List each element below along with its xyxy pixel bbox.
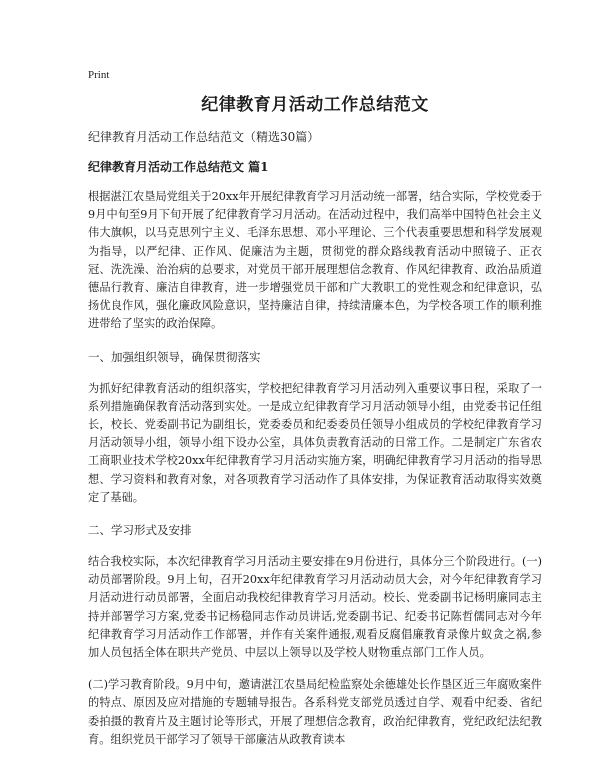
body-paragraph: 结合我校实际，本次纪律教育学习月活动主要安排在9月份进行，具体分三个阶段进行。(一)动员部署阶段。9月上旬，召开20xx年纪律教育学习月活动动员大会，对今年纪律教育学习月活动进行动员部署，全面启动我校纪律教育学习月活动。校长、党委副书记杨明廉同志主持并部署学习方案,党委书记杨稳同志作动员讲话,党委副书记、纪委书记陈哲儒同志对今年纪律教育学习月活动作工作部署，并作有关案件通报,观看反腐倡廉教育录像片蚁贪之祸,参加人员包括全体在职共产党员、中层以上领导以及学校人财物重点部门工作人员。	[88, 555, 542, 660]
body-paragraph: 为抓好纪律教育活动的组织落实，学校把纪律教育学习月活动列入重要议事日程，采取了一系列措施确保教育活动落到实处。一是成立纪律教育学习月活动领导小组，由党委书记任组长，校长、党委副书记为副组长，党委委员和纪委委员任领导小组成员的学校纪律教育学习月活动领导小组，领导小组下设办公室，具体负责教育活动的日常工作。二是制定广东省农工商职业技术学校20xx年纪律教育学习月活动实施方案，明确纪律教育学习月活动的指导思想、学习资料和教育对象，对各项教育学习活动作了具体安排，为保证教育活动取得实效奠定了基础。	[88, 381, 542, 504]
section-heading: 二、学习形式及安排	[88, 523, 192, 538]
body-paragraph: (二)学习教育阶段。9月中旬，邀请湛江农垦局纪检监察处余德雄处长作垦区近三年腐败案件的特点、原因及应对措施的专题辅导报告。各系科党支部党员透过自学、观看中纪委、省纪委拍摄的教育片及主题讨论等形式，开展了理想信念教育，政治纪律教育，党纪政纪法纪教育。组织党员干部学习了领导干部廉洁从政教育读本	[88, 678, 542, 746]
document-title: 纪律教育月活动工作总结范文	[201, 95, 429, 115]
section-title: 纪律教育月活动工作总结范文 篇1	[88, 160, 269, 174]
document-subtitle: 纪律教育月活动工作总结范文（精选30篇）	[88, 130, 320, 144]
section-heading: 一、加强组织领导，确保贯彻落实	[88, 349, 261, 364]
print-link[interactable]: Print	[88, 69, 110, 81]
body-paragraph: 根据湛江农垦局党组关于20xx年开展纪律教育学习月活动统一部署，结合实际，学校党委于9月中旬至9月下旬开展了纪律教育学习月活动。在活动过程中，我们高举中国特色社会主义伟大旗帜，以马克思列宁主义、毛泽东思想、邓小平理论、三个代表重要思想和科学发展观为指导，以严纪律、正作风、促廉洁为主题，贯彻党的群众路线教育活动中照镜子、正衣冠、洗洗澡、治治病的总要求，对党员干部开展理想信念教育、作风纪律教育、政治品质道德品行教育、廉洁自律教育，进一步增强党员干部和广大教职工的党性观念和纪律意识，弘扬优良作风，强化廉政风险意识，坚持廉洁自律，持续清廉本色，为学校各项工作的顺利推进带给了坚实的政治保障。	[88, 190, 542, 331]
